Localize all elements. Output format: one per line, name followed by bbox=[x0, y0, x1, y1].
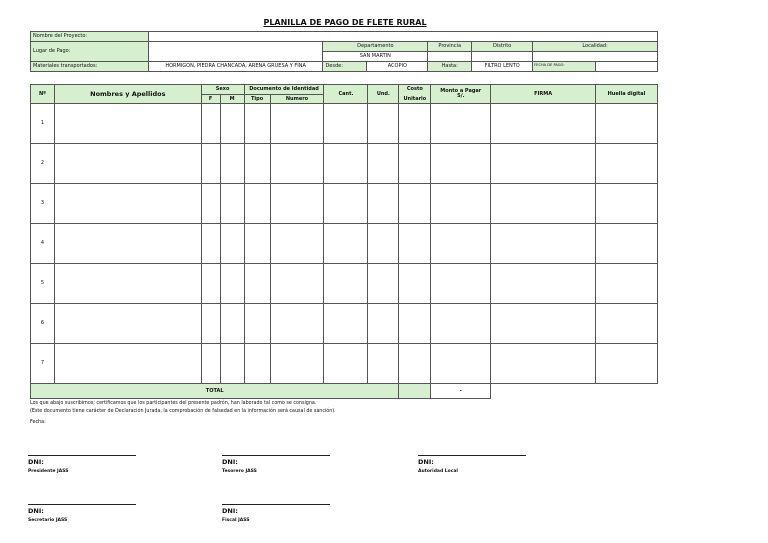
table-cell[interactable] bbox=[220, 224, 244, 264]
table-row bbox=[31, 264, 658, 304]
lugar-field[interactable] bbox=[148, 42, 323, 62]
dni-label: DNI: bbox=[418, 458, 434, 466]
table-cell[interactable] bbox=[431, 224, 491, 264]
table-cell[interactable] bbox=[220, 344, 244, 384]
table-cell[interactable] bbox=[399, 224, 431, 264]
fecha-pago-label: FECHA DE PAGO: bbox=[533, 62, 596, 71]
table-cell[interactable] bbox=[491, 144, 596, 184]
table-cell[interactable] bbox=[270, 264, 324, 304]
dni-label: DNI: bbox=[222, 507, 238, 515]
col-monto-line1: Monto a Pagar bbox=[440, 88, 482, 94]
signature-line bbox=[418, 455, 526, 456]
table-cell[interactable] bbox=[368, 344, 399, 384]
col-costo-header bbox=[399, 85, 431, 104]
table-cell[interactable] bbox=[431, 304, 491, 344]
table-cell[interactable] bbox=[399, 184, 431, 224]
table-cell[interactable] bbox=[54, 104, 201, 144]
table-cell[interactable] bbox=[596, 184, 658, 224]
col-m-header: M bbox=[220, 95, 244, 104]
materiales-value[interactable]: HORMIGON, PIEDRA CHANCADA, ARENA GRUESA Y FINA bbox=[148, 62, 323, 72]
table-cell[interactable] bbox=[244, 184, 270, 224]
col-costo-line2: Unitario bbox=[403, 95, 427, 102]
table-cell[interactable] bbox=[270, 304, 324, 344]
header-info-table bbox=[30, 31, 658, 72]
col-und-header: Und. bbox=[368, 85, 399, 104]
signature-line bbox=[28, 455, 136, 456]
table-cell[interactable] bbox=[399, 344, 431, 384]
dni-label: DNI: bbox=[28, 507, 44, 515]
table-cell[interactable] bbox=[491, 344, 596, 384]
table-cell[interactable] bbox=[201, 144, 220, 184]
role-secretario: Secretario JASS bbox=[28, 518, 68, 523]
table-row bbox=[31, 344, 658, 384]
total-spacer bbox=[399, 384, 431, 399]
table-cell[interactable] bbox=[399, 104, 431, 144]
signature-fiscal bbox=[222, 504, 330, 523]
desde-label: Desde: bbox=[323, 62, 367, 72]
proyecto-field[interactable] bbox=[148, 32, 657, 42]
table-row bbox=[31, 224, 658, 264]
localidad-label: Localidad: bbox=[533, 42, 658, 52]
signature-line bbox=[222, 504, 330, 505]
table-cell[interactable] bbox=[201, 304, 220, 344]
table-cell[interactable] bbox=[270, 144, 324, 184]
role-tesorero: Tesorero JASS bbox=[222, 469, 257, 474]
col-monto-header bbox=[431, 85, 491, 104]
table-cell[interactable] bbox=[244, 264, 270, 304]
table-cell[interactable] bbox=[491, 104, 596, 144]
col-f-header: F bbox=[201, 95, 220, 104]
table-cell[interactable] bbox=[491, 264, 596, 304]
table-cell[interactable] bbox=[596, 224, 658, 264]
table-row bbox=[31, 104, 658, 144]
table-cell[interactable] bbox=[324, 344, 368, 384]
table-row bbox=[31, 144, 658, 184]
total-value: - bbox=[431, 384, 491, 399]
table-cell[interactable] bbox=[596, 304, 658, 344]
row-number: 1 bbox=[31, 104, 55, 144]
localidad-field[interactable] bbox=[533, 52, 658, 62]
table-cell[interactable] bbox=[431, 104, 491, 144]
signature-line bbox=[28, 504, 136, 505]
table-cell[interactable] bbox=[244, 144, 270, 184]
table-cell[interactable] bbox=[244, 344, 270, 384]
table-cell[interactable] bbox=[201, 224, 220, 264]
signature-line bbox=[222, 455, 330, 456]
table-cell[interactable] bbox=[431, 144, 491, 184]
row-number: 4 bbox=[31, 224, 55, 264]
table-cell[interactable] bbox=[368, 184, 399, 224]
table-cell[interactable] bbox=[244, 104, 270, 144]
table-cell[interactable] bbox=[324, 144, 368, 184]
note-certification: Los que abajo suscribimos; certificamos que los participantes del presente padrón, han laborado tal como se consigna. bbox=[30, 401, 317, 406]
fecha-pago-field[interactable] bbox=[596, 62, 657, 71]
col-cant-header: Cant. bbox=[324, 85, 368, 104]
departamento-label: Departamento bbox=[323, 42, 428, 52]
hasta-value[interactable]: FILTRO LENTO bbox=[472, 62, 533, 72]
signature-secretario bbox=[28, 504, 136, 523]
distrito-field[interactable] bbox=[472, 52, 533, 62]
table-cell[interactable] bbox=[201, 264, 220, 304]
table-cell[interactable] bbox=[491, 224, 596, 264]
role-fiscal: Fiscal JASS bbox=[222, 518, 250, 523]
table-cell[interactable] bbox=[270, 184, 324, 224]
table-cell[interactable] bbox=[54, 264, 201, 304]
row-number: 5 bbox=[31, 264, 55, 304]
table-row bbox=[31, 304, 658, 344]
desde-value[interactable]: ACOPIO bbox=[367, 62, 428, 72]
table-cell[interactable] bbox=[324, 224, 368, 264]
row-number: 6 bbox=[31, 304, 55, 344]
col-doc-header: Documento de Identidad bbox=[244, 85, 324, 95]
col-costo-line1: Costo bbox=[406, 85, 423, 92]
table-cell[interactable] bbox=[431, 184, 491, 224]
table-cell[interactable] bbox=[54, 344, 201, 384]
page-title: PLANILLA DE PAGO DE FLETE RURAL bbox=[263, 18, 427, 27]
col-num-header: Nº bbox=[31, 85, 55, 104]
table-cell[interactable] bbox=[491, 304, 596, 344]
table-cell[interactable] bbox=[54, 144, 201, 184]
row-number: 7 bbox=[31, 344, 55, 384]
table-cell[interactable] bbox=[54, 224, 201, 264]
provincia-field[interactable] bbox=[428, 52, 472, 62]
table-cell[interactable] bbox=[54, 184, 201, 224]
table-cell[interactable] bbox=[368, 104, 399, 144]
table-cell[interactable] bbox=[368, 264, 399, 304]
table-cell[interactable] bbox=[220, 304, 244, 344]
table-cell[interactable] bbox=[399, 144, 431, 184]
table-cell[interactable] bbox=[399, 304, 431, 344]
table-cell[interactable] bbox=[596, 144, 658, 184]
provincia-label: Provincia bbox=[428, 42, 472, 52]
table-cell[interactable] bbox=[270, 104, 324, 144]
table-cell[interactable] bbox=[596, 344, 658, 384]
signature-presidente bbox=[28, 455, 136, 474]
table-cell[interactable] bbox=[596, 264, 658, 304]
table-cell[interactable] bbox=[324, 264, 368, 304]
table-cell[interactable] bbox=[596, 104, 658, 144]
total-label: TOTAL bbox=[31, 384, 399, 399]
col-numero-header: Numero bbox=[270, 95, 324, 104]
role-presidente: Presidente JASS bbox=[28, 469, 69, 474]
table-cell[interactable] bbox=[399, 264, 431, 304]
table-cell[interactable] bbox=[324, 304, 368, 344]
table-cell[interactable] bbox=[244, 304, 270, 344]
col-nombres-header: Nombres y Apellidos bbox=[54, 85, 201, 104]
table-cell[interactable] bbox=[431, 344, 491, 384]
table-cell[interactable] bbox=[324, 104, 368, 144]
table-cell[interactable] bbox=[368, 144, 399, 184]
table-cell[interactable] bbox=[220, 184, 244, 224]
table-cell[interactable] bbox=[270, 344, 324, 384]
lugar-label: Lugar de Pago: bbox=[31, 42, 149, 62]
table-row bbox=[31, 184, 658, 224]
table-cell[interactable] bbox=[201, 104, 220, 144]
table-cell[interactable] bbox=[244, 224, 270, 264]
signature-tesorero bbox=[222, 455, 330, 474]
table-cell[interactable] bbox=[431, 264, 491, 304]
note-declaration: (Este documento tiene carácter de Declaración Jurada, la comprobación de falsedad en la información será causal de sanción). bbox=[30, 409, 336, 414]
proyecto-label: Nombre del Proyecto: bbox=[31, 32, 149, 42]
materiales-label: Materiales transportados: bbox=[31, 62, 149, 72]
table-cell[interactable] bbox=[201, 344, 220, 384]
payment-table bbox=[30, 84, 658, 399]
dni-label: DNI: bbox=[28, 458, 44, 466]
note-fecha: Fecha: bbox=[30, 420, 46, 425]
departamento-value[interactable]: SAN MARTIN bbox=[323, 52, 428, 62]
dni-label: DNI: bbox=[222, 458, 238, 466]
table-cell[interactable] bbox=[220, 144, 244, 184]
table-cell[interactable] bbox=[368, 304, 399, 344]
table-cell[interactable] bbox=[220, 104, 244, 144]
table-cell[interactable] bbox=[201, 184, 220, 224]
table-cell[interactable] bbox=[270, 224, 324, 264]
table-cell[interactable] bbox=[54, 304, 201, 344]
hasta-label: Hasta: bbox=[428, 62, 472, 72]
col-monto-line2: S/. bbox=[457, 93, 465, 99]
col-tipo-header: Tipo bbox=[244, 95, 270, 104]
table-cell[interactable] bbox=[368, 224, 399, 264]
distrito-label: Distrito bbox=[472, 42, 533, 52]
row-number: 2 bbox=[31, 144, 55, 184]
row-number: 3 bbox=[31, 184, 55, 224]
col-huella-header: Huella digital bbox=[596, 85, 658, 104]
role-autoridad: Autoridad Local bbox=[418, 469, 458, 474]
table-cell[interactable] bbox=[491, 184, 596, 224]
table-cell[interactable] bbox=[220, 264, 244, 304]
table-cell[interactable] bbox=[324, 184, 368, 224]
col-sexo-header: Sexo bbox=[201, 85, 244, 95]
col-firma-header: FIRMA bbox=[491, 85, 596, 104]
signature-autoridad bbox=[418, 455, 526, 474]
